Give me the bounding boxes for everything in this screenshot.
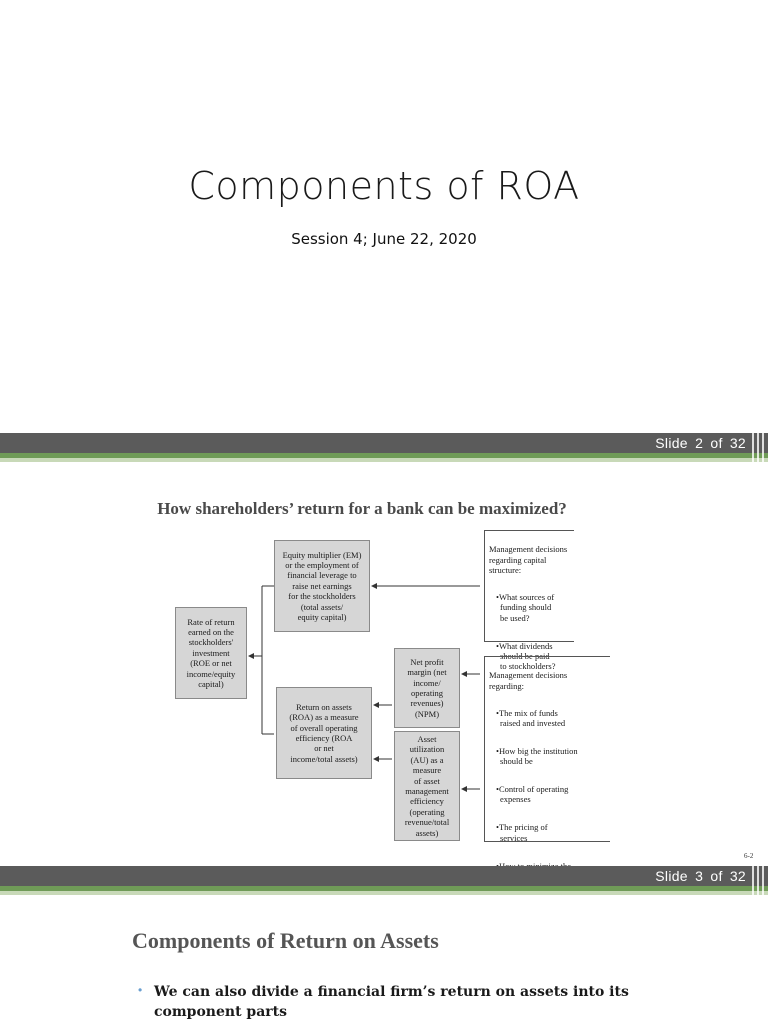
slide3-number-label: Slide 3 of 32 [655, 868, 746, 884]
roe-box: Rate of return earned on the stockholders' investment (ROE or net income/equity capital) [175, 607, 247, 699]
capital-panel-item: •What sources of funding should be used? [496, 592, 555, 623]
return-on-assets-box: Return on assets (ROA) as a measure of overall operating efficiency (ROA or net income/total assets) [276, 687, 372, 779]
capital-panel-heading: Management decisions regarding capital structure: [489, 544, 568, 576]
capital-panel-item: •What dividends should be paid to stockholders? [496, 640, 556, 672]
asset-utilization-box: Asset utilization (AU) as a measure of asset management efficiency (operating revenue/total assets) [394, 731, 460, 841]
bullet-dot-icon: • [138, 983, 143, 997]
mgmt-panel-item: •The pricing of services [496, 822, 548, 843]
capital-structure-panel [484, 530, 574, 672]
slide2-heading: How shareholders’ return for a bank can be maximized? [157, 499, 567, 518]
slide3-bullet-text: We can also divide a financial firm’s return on assets into its component parts [154, 984, 629, 1020]
slide1-subtitle: Session 4; June 22, 2020 [291, 230, 477, 248]
mgmt-panel-heading: Management decisions regarding: [489, 670, 568, 691]
net-profit-margin-box: Net profit margin (net income/ operating revenues) (NPM) [394, 648, 460, 728]
slide2-number-label: Slide 2 of 32 [655, 435, 746, 451]
mgmt-panel-item: •The mix of funds raised and invested [496, 707, 566, 729]
mgmt-panel-item: •Control of operating expenses [496, 784, 569, 805]
slide3-banner [0, 866, 768, 896]
slide1-title: Components of ROA [188, 164, 580, 208]
mgmt-panel-item: •How big the institution should be [496, 745, 578, 767]
slide3-heading: Components of Return on Assets [132, 928, 439, 953]
banner-stripes-icon [750, 866, 768, 895]
slide2-page-number: 6-2 [744, 852, 754, 860]
equity-multiplier-box: Equity multiplier (EM) or the employment of financial leverage to raise net earnings for the stockholders (total assets/ equity capital) [274, 540, 370, 632]
management-decisions-panel [484, 656, 610, 842]
